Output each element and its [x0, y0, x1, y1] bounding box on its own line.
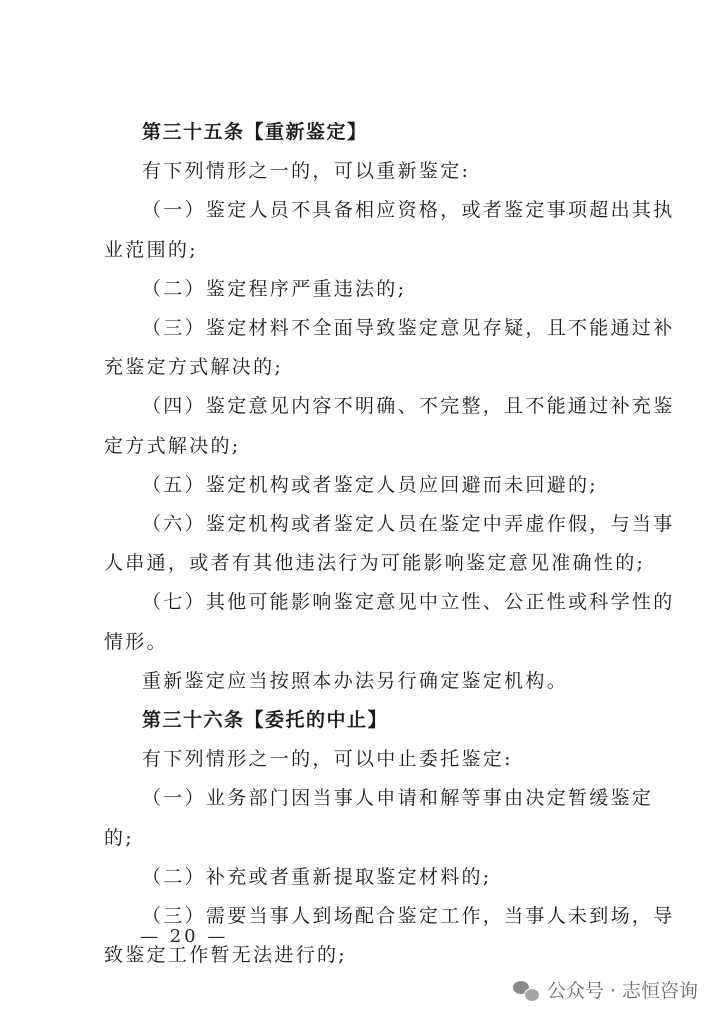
paragraph-line: （五）鉴定机构或者鉴定人员应回避而未回避的; — [142, 474, 599, 496]
paragraph-line: （一）鉴定人员不具备相应资格，或者鉴定事项超出其执 — [142, 199, 675, 221]
paragraph-continuation: 人串通，或者有其他违法行为可能影响鉴定意见准确性的; — [104, 552, 646, 574]
paragraph-line: （三）鉴定材料不全面导致鉴定意见存疑，且不能通过补 — [142, 317, 675, 339]
page-number: — 20 — — [140, 926, 229, 947]
article-heading: 第三十六条【委托的中止】 — [142, 709, 389, 731]
article-heading: 第三十五条【重新鉴定】 — [142, 121, 368, 143]
wechat-icon — [513, 979, 539, 1001]
watermark-text: 公众号 · 志恒咨询 — [546, 980, 698, 1002]
paragraph-continuation: 定方式解决的; — [104, 435, 241, 457]
paragraph-line: （二）鉴定程序严重违法的; — [142, 278, 407, 300]
paragraph-line: （七）其他可能影响鉴定意见中立性、公正性或科学性的 — [142, 591, 675, 613]
paragraph-continuation: 业范围的; — [104, 239, 198, 261]
paragraph-continuation: 充鉴定方式解决的; — [104, 356, 284, 378]
paragraph-continuation: 的; — [104, 827, 135, 849]
paragraph-line: （二）补充或者重新提取鉴定材料的; — [142, 866, 492, 888]
paragraph-line: 有下列情形之一的，可以中止委托鉴定: — [142, 748, 513, 770]
paragraph-line: （四）鉴定意见内容不明确、不完整，且不能通过补充鉴 — [142, 395, 675, 417]
paragraph-line: 重新鉴定应当按照本办法另行确定鉴定机构。 — [142, 670, 569, 692]
paragraph-line: （三）需要当事人到场配合鉴定工作，当事人未到场，导 — [142, 905, 675, 927]
paragraph-continuation: 致鉴定工作暂无法进行的; — [104, 944, 348, 966]
paragraph-line: （六）鉴定机构或者鉴定人员在鉴定中弄虚作假，与当事 — [142, 513, 675, 535]
paragraph-continuation: 情形。 — [104, 631, 168, 653]
paragraph-line: （一）业务部门因当事人申请和解等事由决定暂缓鉴定 — [142, 787, 654, 809]
watermark — [513, 976, 698, 1003]
paragraph-line: 有下列情形之一的，可以重新鉴定: — [142, 160, 471, 182]
